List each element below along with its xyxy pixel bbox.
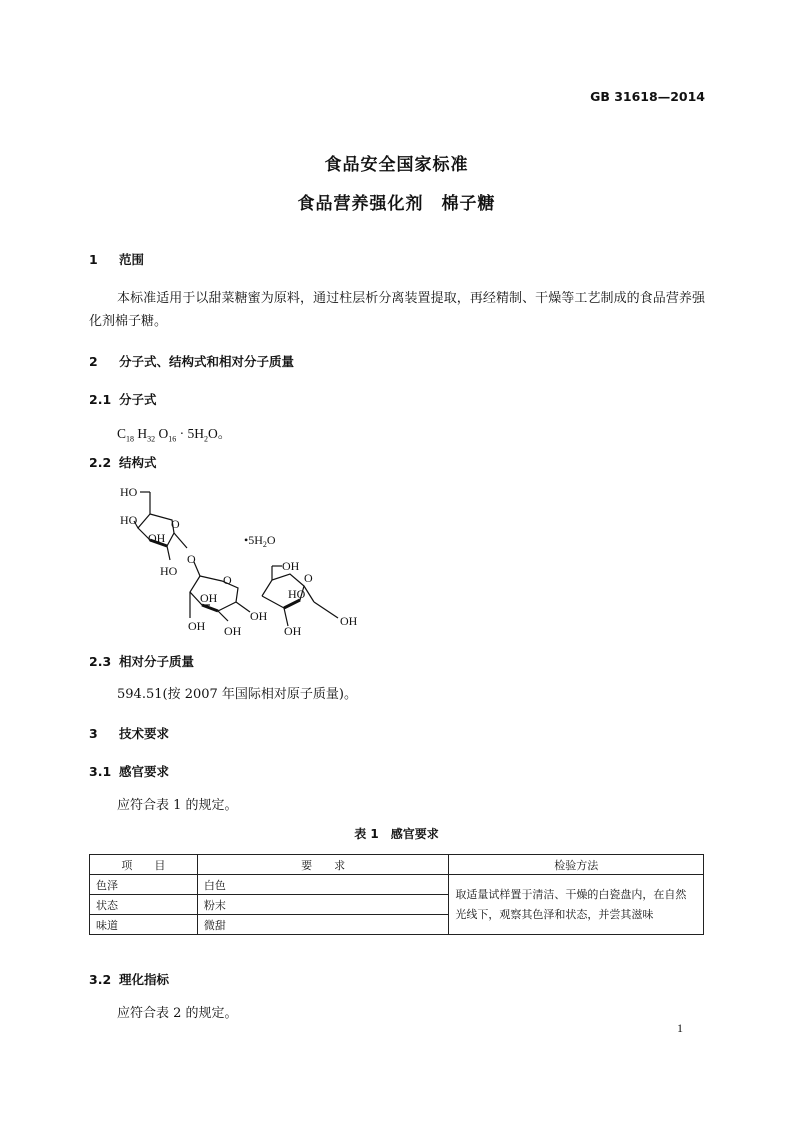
page-number: 1: [677, 1021, 683, 1035]
structure-label: OH: [148, 531, 166, 545]
hydrate-label: [244, 533, 276, 549]
formula-part: O: [158, 426, 169, 441]
table-cell-item: 色泽: [90, 875, 198, 895]
formula-subscript: 2: [204, 434, 209, 444]
structure-label: HO: [120, 485, 138, 499]
heading-text: 感官要求: [119, 764, 170, 779]
document-title-line1: 食品安全国家标准: [324, 155, 469, 175]
heading-number: 3.2: [89, 972, 112, 987]
glycosidic-oxygen: OH: [250, 609, 268, 623]
heading-text: 结构式: [119, 455, 157, 470]
heading-section-2: [89, 352, 294, 370]
structure-label: OH: [340, 614, 358, 628]
hydrate-subscript: 2: [262, 540, 267, 549]
formula-subscript: 16: [168, 434, 177, 444]
structure-label: OH: [282, 559, 300, 573]
heading-section-2-1: [89, 390, 157, 408]
heading-text: 分子式、结构式和相对分子质量: [119, 354, 295, 369]
table-cell-item: 味道: [90, 915, 198, 935]
heading-number: 2.1: [89, 392, 112, 407]
heading-scope: [89, 250, 144, 268]
physicochemical-requirement-text: 应符合表 2 的规定。: [117, 1006, 238, 1021]
table-header: 要 求: [197, 855, 449, 875]
sensory-requirement-text: 应符合表 1 的规定。: [117, 798, 238, 813]
table-header: 检验方法: [449, 855, 704, 875]
heading-number: 2.3: [89, 654, 112, 669]
formula-subscript: 32: [147, 434, 156, 444]
table-cell-method: 取适量试样置于清洁、干燥的白瓷盘内，在自然光线下，观察其色泽和状态，并尝其滋味: [449, 875, 704, 935]
heading-section-3-1: [89, 762, 169, 780]
molecular-mass-text: 594.51(按 2007 年国际相对原子质量)。: [117, 687, 357, 702]
table-1-caption: 表 1 感官要求: [354, 827, 439, 841]
document-title-line2: 食品营养强化剂 棉子糖: [297, 194, 496, 214]
heading-number: 3.1: [89, 764, 112, 779]
formula-part: O。: [208, 426, 232, 441]
scope-paragraph: 本标准适用于以甜菜糖蜜为原料，通过柱层析分离装置提取，再经精制、干燥等工艺制成的食品营养强化剂棉子糖。: [89, 291, 705, 329]
sensory-requirements-table: [89, 854, 704, 935]
formula-part: H: [137, 426, 148, 441]
table-cell-requirement: 微甜: [197, 915, 449, 935]
heading-section-2-2: [89, 453, 157, 471]
heading-number: 2.2: [89, 455, 112, 470]
structure-label: OH: [200, 591, 218, 605]
formula-part: C: [117, 426, 127, 441]
heading-number: 2: [89, 354, 98, 369]
heading-section-2-3: [89, 652, 194, 670]
ring-oxygen: O: [171, 517, 180, 531]
standard-number: GB 31618—2014: [590, 89, 705, 104]
heading-section-3-2: [89, 970, 169, 988]
formula-subscript: 18: [126, 434, 135, 444]
ring-oxygen: O: [304, 571, 313, 585]
glycosidic-oxygen: O: [187, 552, 196, 566]
molecular-formula: [117, 422, 231, 444]
heading-text: 理化指标: [119, 972, 170, 987]
structure-label: HO: [120, 513, 138, 527]
table-cell-requirement: 白色: [197, 875, 449, 895]
heading-number: 3: [89, 726, 98, 741]
heading-text: 范围: [119, 252, 145, 267]
table-cell-requirement: 粉末: [197, 895, 449, 915]
table-cell-item: 状态: [90, 895, 198, 915]
hydrate-part: O: [266, 533, 276, 547]
formula-part: · 5H: [176, 426, 205, 441]
heading-text: 分子式: [119, 392, 157, 407]
structure-label: OH: [188, 619, 206, 633]
structure-label: OH: [284, 624, 302, 638]
structure-label: HO: [288, 587, 306, 601]
heading-text: 技术要求: [119, 726, 170, 741]
heading-number: 1: [89, 252, 98, 267]
heading-section-3: [89, 724, 169, 742]
structural-formula: [112, 478, 372, 643]
structure-label: OH: [224, 624, 242, 638]
table-row: [90, 875, 704, 895]
table-header: 项 目: [90, 855, 198, 875]
hydrate-part: •5H: [244, 533, 263, 547]
structure-label: HO: [160, 564, 178, 578]
heading-text: 相对分子质量: [119, 654, 195, 669]
ring-oxygen: O: [223, 573, 232, 587]
table-header-row: [90, 855, 704, 875]
